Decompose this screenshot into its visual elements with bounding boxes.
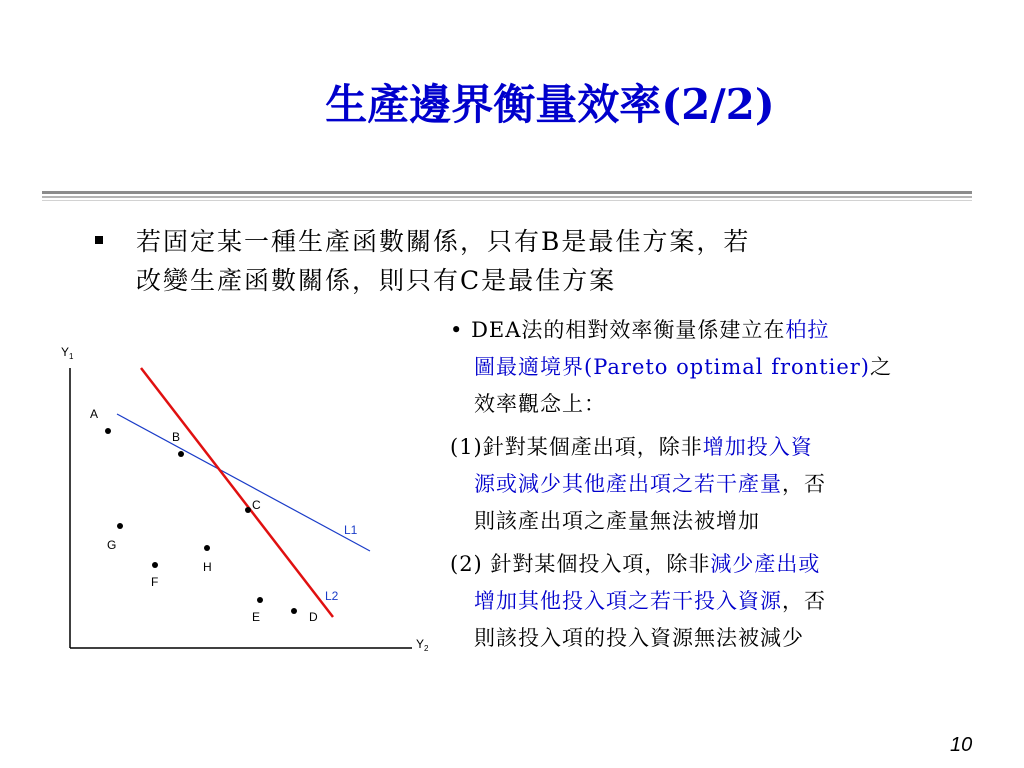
point-c (245, 507, 251, 513)
point-label-f: F (151, 575, 159, 589)
dea-highlight: 柏拉 (785, 318, 830, 342)
line-label-l1: L1 (344, 523, 358, 537)
main-bullet-line: 改變生產函數關係，則只有C是最佳方案 (136, 266, 617, 295)
item2-line-1 (450, 546, 990, 583)
dea-explanation (450, 312, 990, 657)
frontier-line-l2 (141, 368, 333, 617)
item1-text: (1)針對某個產出項，除非 (450, 435, 703, 459)
line-label-l2: L2 (325, 589, 339, 603)
production-frontier-diagram (0, 0, 460, 680)
item2-line-3 (450, 620, 990, 657)
point-label-g: G (107, 538, 117, 552)
point-h (204, 545, 210, 551)
frontier-line-l1 (117, 414, 370, 551)
dea-text: DEA法的相對效率衡量係建立在 (471, 318, 786, 342)
item1-line-1 (450, 429, 990, 466)
item1-line-3 (450, 503, 990, 540)
slide-title: 生產邊界衡量效率(2/2) (325, 80, 775, 129)
point-label-a: A (90, 407, 99, 421)
dea-line-1 (450, 312, 990, 349)
dot-bullet-icon: • (450, 318, 464, 342)
page-number: 10 (950, 734, 973, 756)
point-label-c: C (252, 498, 261, 512)
x-axis-label: $Y_2$ (416, 637, 429, 653)
item1-line-2 (450, 466, 990, 503)
item2-text: 則該投入項的投入資源無法被減少 (474, 626, 804, 650)
item1-highlight: 增加投入資 (702, 435, 813, 459)
dea-text: 效率觀念上： (474, 392, 606, 416)
point-f (152, 562, 158, 568)
point-label-e: E (252, 610, 261, 624)
item2-highlight: 減少產出或 (710, 552, 821, 576)
item2-text: ，否 (782, 589, 826, 613)
main-bullet-line: 若固定某一種生產函數關係，只有B是最佳方案，若 (136, 227, 751, 256)
dea-line-3 (450, 386, 990, 423)
item1-text: ，否 (782, 472, 826, 496)
point-label-b: B (172, 430, 181, 444)
point-e (257, 597, 263, 603)
dea-line-2 (450, 349, 990, 386)
point-b (178, 451, 184, 457)
point-g (117, 523, 123, 529)
point-label-h: H (203, 560, 212, 574)
point-d (291, 608, 297, 614)
dea-highlight: 圖最適境界(Pareto optimal frontier) (474, 355, 870, 379)
item2-line-2 (450, 583, 990, 620)
item2-highlight: 增加其他投入項之若干投入資源 (474, 589, 782, 613)
item2-text: (2) 針對某個投入項，除非 (450, 552, 711, 576)
item1-highlight: 源或減少其他產出項之若干產量 (474, 472, 782, 496)
dea-text: 之 (869, 355, 892, 379)
y-axis-label: $Y_1$ (61, 345, 74, 361)
item1-text: 則該產出項之產量無法被增加 (474, 509, 760, 533)
point-label-d: D (309, 610, 318, 624)
point-a (105, 428, 111, 434)
